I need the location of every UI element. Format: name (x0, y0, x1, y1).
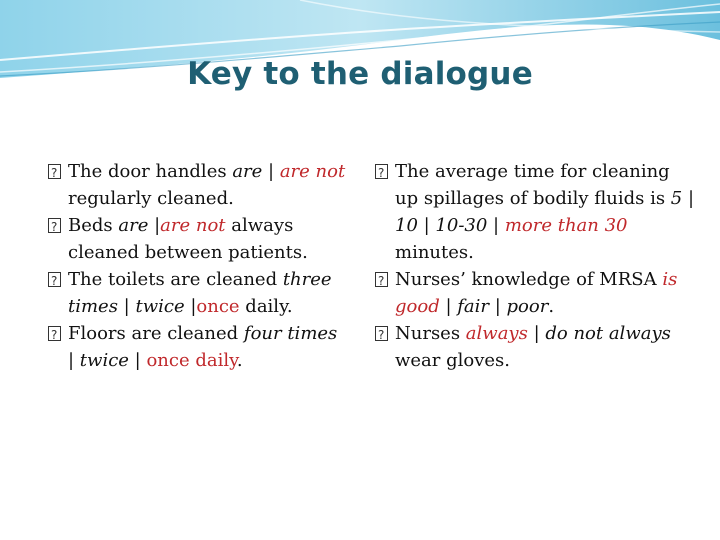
bullet-text-segment: regularly cleaned. (68, 188, 234, 209)
bullet-text-segment: always cleaned between patients. (68, 215, 308, 263)
bullet-text-segment: are not (279, 161, 346, 182)
missing-glyph-box-icon (48, 326, 61, 341)
bullet-text-segment: are (232, 161, 263, 182)
bullet-item (375, 320, 695, 374)
missing-glyph-box-icon (375, 164, 388, 179)
bullet-text-segment: daily. (239, 296, 293, 317)
missing-glyph-box-icon (375, 326, 388, 341)
bullet-text-segment: is good (395, 269, 678, 317)
bullet-text-segment: once (196, 296, 240, 317)
bullet-text-segment: do not always (545, 323, 671, 344)
bullet-text-segment: once daily (146, 350, 237, 371)
bullet-text-segment: | (682, 188, 695, 209)
bullet-text-segment: | (487, 215, 505, 236)
bullet-text-segment: Nurses’ knowledge of MRSA (395, 269, 663, 290)
bullet-text-segment: twice (135, 296, 185, 317)
bullet-item (48, 158, 348, 212)
bullet-text-segment: minutes. (395, 242, 474, 263)
bullet-text-segment: | (527, 323, 546, 344)
bullet-item (375, 266, 695, 320)
bullet-text-segment: always (465, 323, 528, 344)
bullet-text-segment: | (128, 350, 147, 371)
bullet-text-segment: are (118, 215, 149, 236)
bullet-text-segment: | (417, 215, 436, 236)
missing-glyph-box-icon (48, 164, 61, 179)
bullet-text-segment: | (117, 296, 136, 317)
bullet-item (48, 266, 348, 320)
bullet-text-segment: four times (243, 323, 338, 344)
bullet-text-segment: wear gloves. (395, 350, 511, 371)
missing-glyph-box-icon (375, 272, 388, 287)
left-bullet-list (48, 158, 348, 374)
bullet-text-segment: fair (457, 296, 489, 317)
bullet-text-segment: twice (79, 350, 129, 371)
bullet-item (375, 158, 695, 266)
missing-glyph-box-icon (48, 218, 61, 233)
right-bullet-list (375, 158, 695, 374)
slide-title: Key to the dialogue (187, 56, 533, 92)
bullet-text-segment: three times (68, 269, 332, 317)
bullet-text-segment: more than 30 (504, 215, 628, 236)
bullet-text-segment: . (548, 296, 555, 317)
bullet-text-segment: 10 (395, 215, 418, 236)
bullet-text-segment: | (68, 350, 80, 371)
missing-glyph-box-icon (48, 272, 61, 287)
bullet-text-segment: . (236, 350, 243, 371)
bullet-item (48, 212, 348, 266)
bullet-text-segment: The door handles (68, 161, 233, 182)
bullet-text-segment: | (439, 296, 458, 317)
bullet-text-segment: | (184, 296, 197, 317)
bullet-text-segment: are not (160, 215, 226, 236)
bullet-text-segment: Floors are cleaned (68, 323, 244, 344)
bullet-text-segment: The toilets are cleaned (68, 269, 283, 290)
bullet-text-segment: The average time for cleaning up spillages of bodily fluids is (395, 161, 671, 209)
bullet-text-segment: poor (506, 296, 549, 317)
bullet-text-segment: Nurses (395, 323, 466, 344)
bullet-text-segment: 5 (670, 188, 683, 209)
bullet-text-segment: | (148, 215, 161, 236)
bullet-text-segment: | (262, 161, 280, 182)
bullet-text-segment: 10-30 (435, 215, 488, 236)
bullet-item (48, 320, 348, 374)
bullet-text-segment: Beds (68, 215, 119, 236)
bullet-text-segment: | (489, 296, 507, 317)
